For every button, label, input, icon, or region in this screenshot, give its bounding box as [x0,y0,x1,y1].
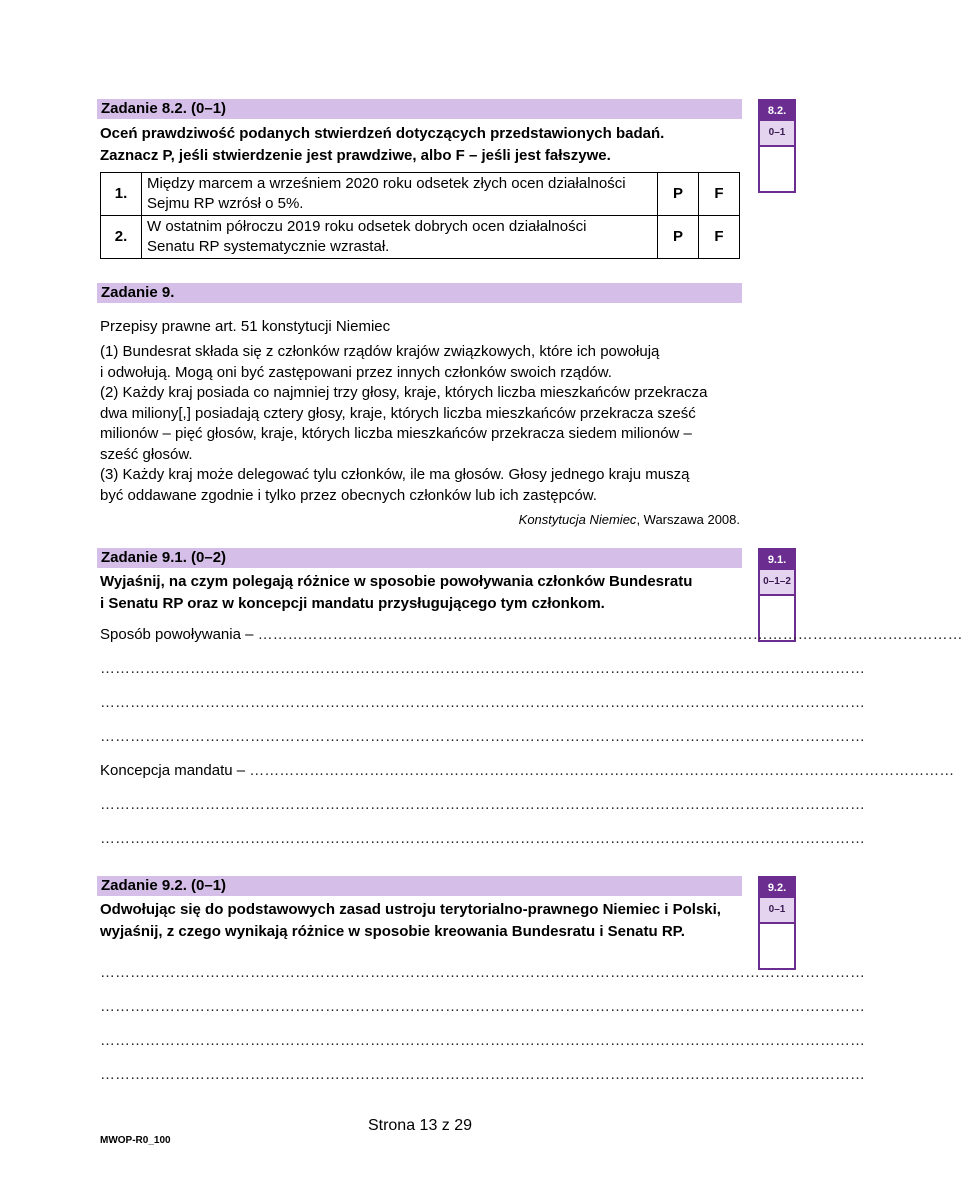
table-row [101,216,740,259]
answer-line[interactable]: ……………………………………………………………………………………………………………………………………… [100,964,865,981]
answer-line-appointment[interactable]: Sposób powoływania – …………………………………………………………………………………………………………………………… [100,626,963,643]
score-points: 0–1 [760,898,794,924]
task-8-2-instruction [100,123,750,167]
source-title: Przepisy prawne art. 51 konstytucji Niemiec [100,318,391,335]
answer-line-mandate[interactable]: Koncepcja mandatu – …………………………………………………………………………………………………………………………… [100,762,955,779]
instruction-line: Zaznacz P, jeśli stwierdzenie jest prawdziwe, albo F – jeśli jest fałszywe. [100,147,611,164]
exam-code: MWOP-R0_100 [100,1135,171,1146]
true-false-table [100,172,740,259]
answer-p[interactable]: P [658,173,699,216]
score-task-number: 8.2. [760,101,794,121]
instruction-line: Odwołując się do podstawowych zasad ustroju terytorialno-prawnego Niemiec i Polski, [100,901,721,918]
page-number: Strona 13 z 29 [367,1117,473,1134]
source-text: (1) Bundesrat składa się z członków rządów krajów związkowych, które ich powołują i odwołują. Mogą oni być zastępowani przez innych członków swoich rządów. (2) Każdy kraj posiada co najmniej trzy głosy, kraje, których liczba mieszkańców przekracza dwa miliony[,] posiadają cztery głosy, kraje, których liczba mieszkańców przekracza sześć milionów – pięć głosów, kraje, których liczba mieszkańców przekracza siedem milionów – sześć głosów. (3) Każdy kraj może delegować tylu członków, ile ma głosów. Głosy jednego kraju muszą być oddawane zgodnie i tylko przez obecnych członków lub ich zastępców. [100,343,708,504]
score-task-number: 9.1. [760,550,794,570]
score-field[interactable] [760,924,794,964]
row-number: 1. [101,173,142,216]
answer-line[interactable]: ……………………………………………………………………………………………………………………………………… [100,694,865,711]
answer-line[interactable]: ……………………………………………………………………………………………………………………………………… [100,1032,865,1049]
answer-line[interactable]: ……………………………………………………………………………………………………………………………………… [100,660,865,677]
score-field[interactable] [760,147,794,187]
answer-f[interactable]: F [699,173,740,216]
statement: Między marcem a wrześniem 2020 roku odsetek złych ocen działalności Sejmu RP wzrósł o 5%. [142,173,658,216]
task-8-2-header: Zadanie 8.2. (0–1) [97,99,742,119]
answer-line[interactable]: ……………………………………………………………………………………………………………………………………… [100,728,865,745]
source-citation: Konstytucja Niemiec, Warszawa 2008. [518,512,740,527]
instruction-line: Wyjaśnij, na czym polegają różnice w sposobie powoływania członków Bundesratu [100,573,693,590]
instruction-line: i Senatu RP oraz w koncepcji mandatu przysługującego tym członkom. [100,595,605,612]
statement: W ostatnim półroczu 2019 roku odsetek dobrych ocen działalności Senatu RP systematycznie wzrastał. [142,216,658,259]
answer-line[interactable]: ……………………………………………………………………………………………………………………………………… [100,998,865,1015]
table-row [101,173,740,216]
answer-p[interactable]: P [658,216,699,259]
answer-line[interactable]: ……………………………………………………………………………………………………………………………………… [100,796,865,813]
task-9-2-instruction [100,899,750,943]
answer-line[interactable]: ……………………………………………………………………………………………………………………………………… [100,830,865,847]
task-9-header: Zadanie 9. [97,283,742,303]
answer-line[interactable]: ……………………………………………………………………………………………………………………………………… [100,1066,865,1083]
row-number: 2. [101,216,142,259]
answer-f[interactable]: F [699,216,740,259]
task-9-2-header: Zadanie 9.2. (0–1) [97,876,742,896]
score-box-9-2 [758,876,796,970]
score-task-number: 9.2. [760,878,794,898]
instruction-line: Oceń prawdziwość podanych stwierdzeń dotyczących przedstawionych badań. [100,125,665,142]
task-9-1-instruction [100,571,750,615]
score-box-8-2 [758,99,796,193]
instruction-line: wyjaśnij, z czego wynikają różnice w sposobie kreowania Bundesratu i Senatu RP. [100,923,685,940]
task-9-1-header: Zadanie 9.1. (0–2) [97,548,742,568]
score-points: 0–1 [760,121,794,147]
score-points: 0–1–2 [760,570,794,596]
